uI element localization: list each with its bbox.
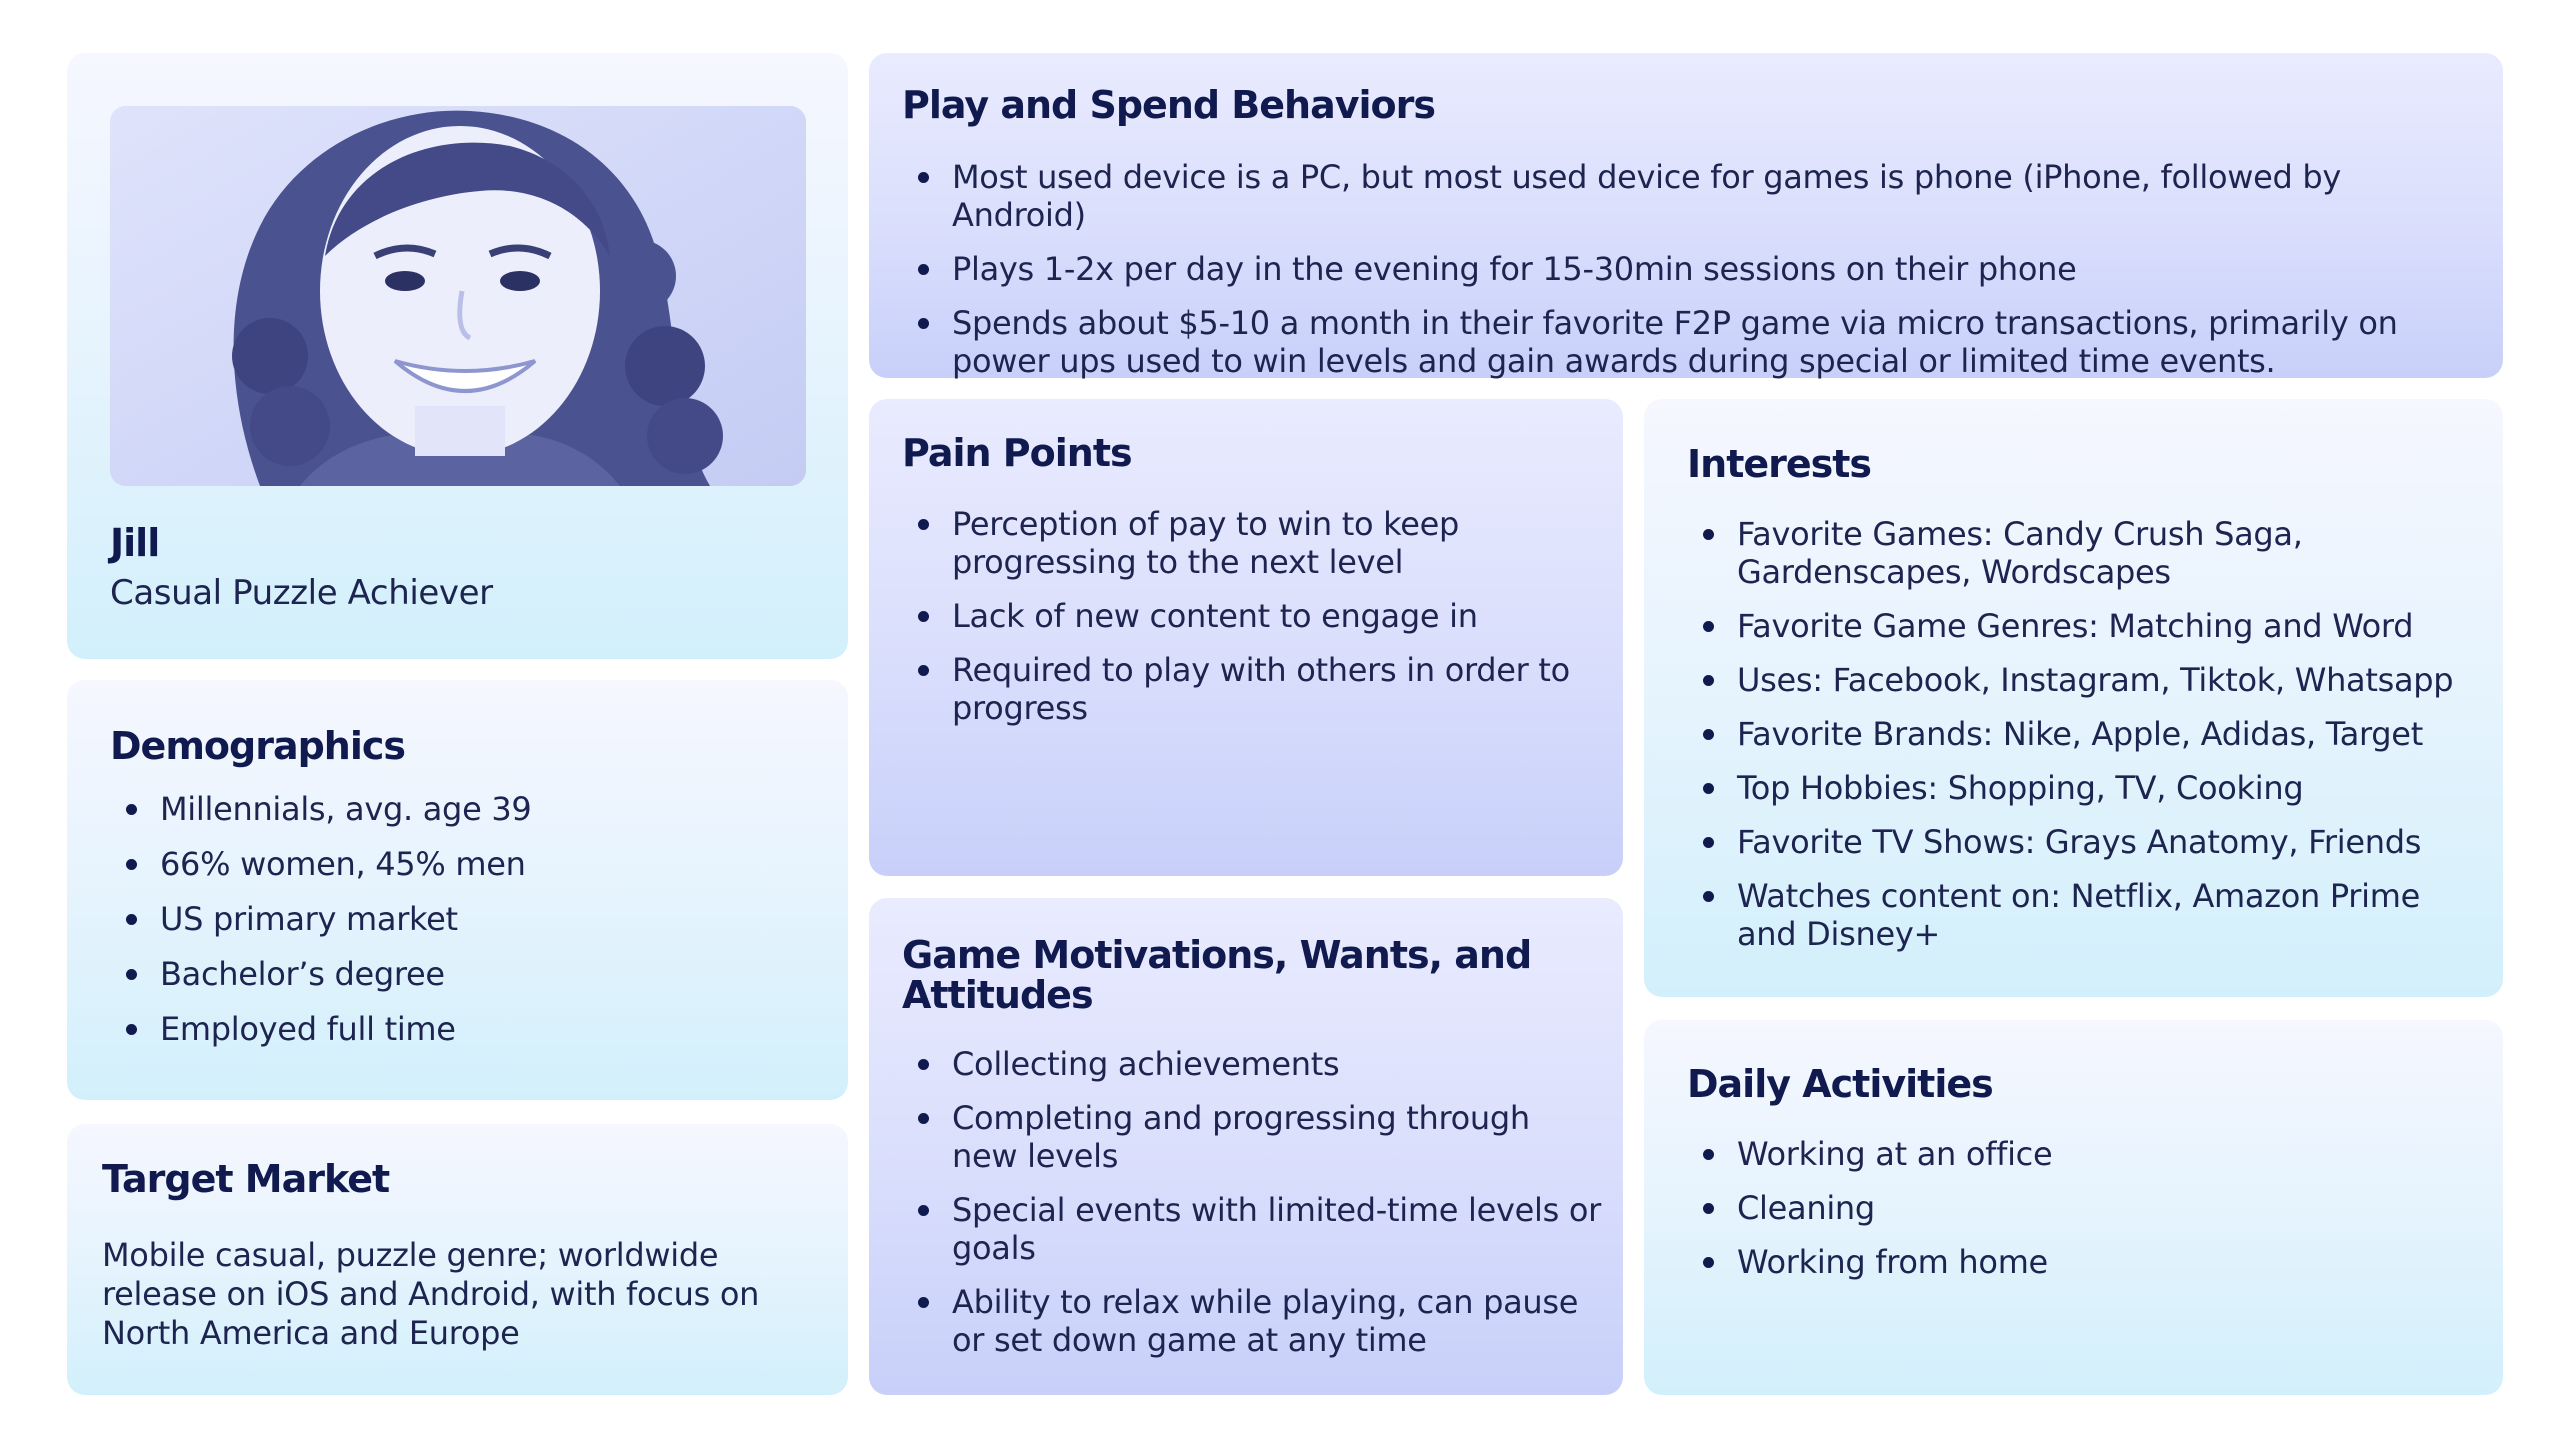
list-item: Bachelor’s degree xyxy=(110,955,830,993)
list-item: Working at an office xyxy=(1687,1135,2487,1173)
target-market-title: Target Market xyxy=(102,1157,390,1201)
persona-role: Casual Puzzle Achiever xyxy=(110,573,493,613)
demographics-list xyxy=(110,790,830,1065)
list-item: Cleaning xyxy=(1687,1189,2487,1227)
list-item: Completing and progressing through new levels xyxy=(902,1099,1602,1175)
daily-activities-title: Daily Activities xyxy=(1687,1062,1993,1106)
list-item: Favorite Brands: Nike, Apple, Adidas, Target xyxy=(1687,715,2487,753)
demographics-card xyxy=(67,680,848,1100)
play-spend-card xyxy=(869,53,2503,378)
list-item: Millennials, avg. age 39 xyxy=(110,790,830,828)
list-item: Watches content on: Netflix, Amazon Prime and Disney+ xyxy=(1687,877,2487,953)
list-item: Collecting achievements xyxy=(902,1045,1602,1083)
play-spend-list xyxy=(902,158,2482,396)
list-item: Perception of pay to win to keep progressing to the next level xyxy=(902,505,1602,581)
list-item: Ability to relax while playing, can pause or set down game at any time xyxy=(902,1283,1602,1359)
list-item: Most used device is a PC, but most used device for games is phone (iPhone, followed by Android) xyxy=(902,158,2482,234)
daily-activities-list xyxy=(1687,1135,2487,1297)
list-item: Favorite TV Shows: Grays Anatomy, Friends xyxy=(1687,823,2487,861)
motivations-title: Game Motivations, Wants, and Attitudes xyxy=(902,933,1532,1017)
interests-title: Interests xyxy=(1687,442,1872,486)
demographics-title: Demographics xyxy=(110,724,406,768)
list-item: Spends about $5-10 a month in their favorite F2P game via micro transactions, primarily on power ups used to win levels and gain awards during special or limited time events. xyxy=(902,304,2482,380)
list-item: 66% women, 45% men xyxy=(110,845,830,883)
profile-card xyxy=(67,53,848,659)
list-item: Favorite Game Genres: Matching and Word xyxy=(1687,607,2487,645)
list-item: Required to play with others in order to progress xyxy=(902,651,1602,727)
list-item: US primary market xyxy=(110,900,830,938)
profile-photo xyxy=(110,106,806,486)
list-item: Employed full time xyxy=(110,1010,830,1048)
list-item: Working from home xyxy=(1687,1243,2487,1281)
daily-activities-card xyxy=(1644,1020,2503,1395)
target-market-text: Mobile casual, puzzle genre; worldwide release on iOS and Android, with focus on North America and Europe xyxy=(102,1236,760,1352)
list-item: Top Hobbies: Shopping, TV, Cooking xyxy=(1687,769,2487,807)
interests-card xyxy=(1644,399,2503,997)
list-item: Special events with limited-time levels or goals xyxy=(902,1191,1602,1267)
target-market-card xyxy=(67,1124,848,1395)
list-item: Uses: Facebook, Instagram, Tiktok, Whatsapp xyxy=(1687,661,2487,699)
play-spend-title: Play and Spend Behaviors xyxy=(902,83,1435,127)
profile-photo-illustration xyxy=(110,106,806,486)
pain-points-title: Pain Points xyxy=(902,431,1132,475)
motivations-list xyxy=(902,1045,1602,1375)
pain-points-list xyxy=(902,505,1602,743)
pain-points-card xyxy=(869,399,1623,876)
list-item: Plays 1-2x per day in the evening for 15-30min sessions on their phone xyxy=(902,250,2482,288)
list-item: Favorite Games: Candy Crush Saga, Gardenscapes, Wordscapes xyxy=(1687,515,2487,591)
interests-list xyxy=(1687,515,2487,969)
persona-name: Jill xyxy=(110,521,160,565)
list-item: Lack of new content to engage in xyxy=(902,597,1602,635)
motivations-card xyxy=(869,898,1623,1395)
